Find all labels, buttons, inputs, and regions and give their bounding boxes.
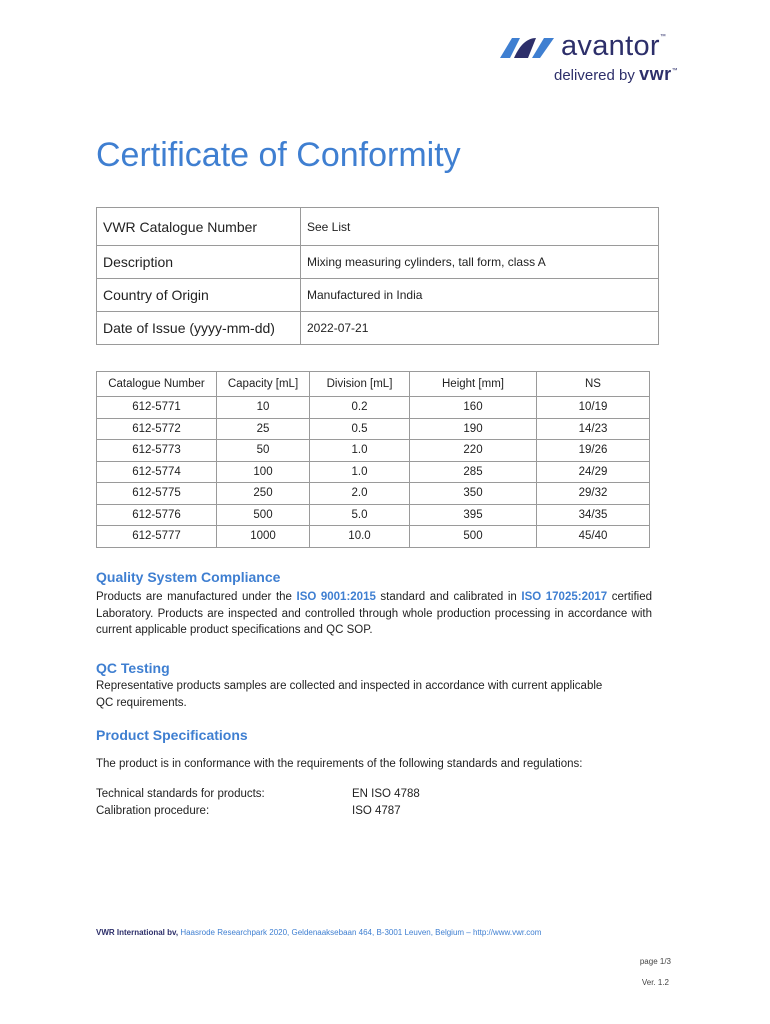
- quality-heading: Quality System Compliance: [96, 569, 281, 585]
- table-cell: 1.0: [310, 440, 410, 462]
- table-cell: 45/40: [537, 526, 650, 548]
- table-cell: 34/35: [537, 504, 650, 526]
- table-cell: 190: [410, 418, 537, 440]
- table-cell: 5.0: [310, 504, 410, 526]
- certificate-info-table: [96, 207, 659, 345]
- table-cell: 500: [410, 526, 537, 548]
- info-row: [97, 246, 659, 279]
- table-cell: 14/23: [537, 418, 650, 440]
- footer-company: VWR International bv,: [96, 928, 179, 937]
- table-cell: 612-5773: [97, 440, 217, 462]
- table-cell: 500: [217, 504, 310, 526]
- iso-17025-label: ISO 17025:2017: [521, 591, 608, 603]
- table-header-row: [97, 372, 650, 397]
- logo-tagline: delivered by vwr™: [554, 64, 678, 84]
- table-cell: 395: [410, 504, 537, 526]
- table-cell: 100: [217, 461, 310, 483]
- quality-text: Products are manufactured under the ISO 9001:2015 standard and calibrated in ISO 17025:2017 certified Laboratory. Products are inspected and controlled through whole production processing in accordance with current applicable product specifications and QC SOP.: [96, 591, 653, 636]
- column-header: Capacity [mL]: [217, 372, 310, 397]
- page-number: page 1/3: [639, 957, 671, 966]
- table-cell: 50: [217, 440, 310, 462]
- product-specs-intro: The product is in conformance with the requirements of the following standards and regulations:: [96, 758, 583, 770]
- table-cell: 19/26: [537, 440, 650, 462]
- table-cell: 285: [410, 461, 537, 483]
- table-row: [97, 483, 650, 505]
- version-label: Ver. 1.2: [641, 978, 669, 987]
- calibration-label: Calibration procedure:: [96, 805, 210, 817]
- info-value: Mixing measuring cylinders, tall form, class A: [301, 246, 659, 279]
- table-row: [97, 418, 650, 440]
- info-value: See List: [301, 208, 659, 246]
- table-cell: 350: [410, 483, 537, 505]
- column-header: Division [mL]: [310, 372, 410, 397]
- footer-address: VWR International bv, Haasrode Researchpark 2020, Geldenaaksebaan 464, B-3001 Leuven, Belgium – http://www.vwr.com: [96, 928, 542, 937]
- table-cell: 160: [410, 397, 537, 419]
- table-cell: 2.0: [310, 483, 410, 505]
- table-cell: 612-5774: [97, 461, 217, 483]
- calibration-value: ISO 4787: [352, 805, 401, 817]
- table-cell: 612-5775: [97, 483, 217, 505]
- column-header: Catalogue Number: [97, 372, 217, 397]
- table-row: [97, 526, 650, 548]
- info-value: Manufactured in India: [301, 279, 659, 312]
- product-specs-heading: Product Specifications: [96, 727, 248, 743]
- table-cell: 612-5776: [97, 504, 217, 526]
- table-cell: 220: [410, 440, 537, 462]
- table-cell: 1.0: [310, 461, 410, 483]
- technical-standards-value: EN ISO 4788: [352, 788, 420, 800]
- info-row: [97, 208, 659, 246]
- info-value: 2022-07-21: [301, 312, 659, 345]
- table-cell: 612-5772: [97, 418, 217, 440]
- column-header: Height [mm]: [410, 372, 537, 397]
- info-key: VWR Catalogue Number: [97, 208, 301, 246]
- qc-heading: QC Testing: [96, 660, 170, 676]
- iso-9001-label: ISO 9001:2015: [296, 591, 376, 603]
- table-cell: 24/29: [537, 461, 650, 483]
- table-cell: 29/32: [537, 483, 650, 505]
- column-header: NS: [537, 372, 650, 397]
- info-key: Description: [97, 246, 301, 279]
- table-row: [97, 397, 650, 419]
- table-cell: 10.0: [310, 526, 410, 548]
- table-cell: 1000: [217, 526, 310, 548]
- table-row: [97, 504, 650, 526]
- table-cell: 612-5771: [97, 397, 217, 419]
- qc-text: Representative products samples are collected and inspected in accordance with current applicable QC requirements.: [96, 680, 603, 709]
- table-cell: 612-5777: [97, 526, 217, 548]
- table-cell: 0.5: [310, 418, 410, 440]
- info-row: [97, 312, 659, 345]
- table-cell: 250: [217, 483, 310, 505]
- table-cell: 25: [217, 418, 310, 440]
- info-key: Date of Issue (yyyy-mm-dd): [97, 312, 301, 345]
- info-row: [97, 279, 659, 312]
- table-cell: 10/19: [537, 397, 650, 419]
- table-cell: 0.2: [310, 397, 410, 419]
- info-key: Country of Origin: [97, 279, 301, 312]
- avantor-mark-icon: [498, 34, 558, 62]
- logo-wordmark: avantor™: [561, 30, 667, 62]
- technical-standards-label: Technical standards for products:: [96, 788, 265, 800]
- table-cell: 10: [217, 397, 310, 419]
- page-title: Certificate of Conformity: [96, 136, 461, 174]
- table-row: [97, 440, 650, 462]
- product-spec-table: [96, 371, 650, 548]
- table-row: [97, 461, 650, 483]
- avantor-logo: [498, 32, 698, 84]
